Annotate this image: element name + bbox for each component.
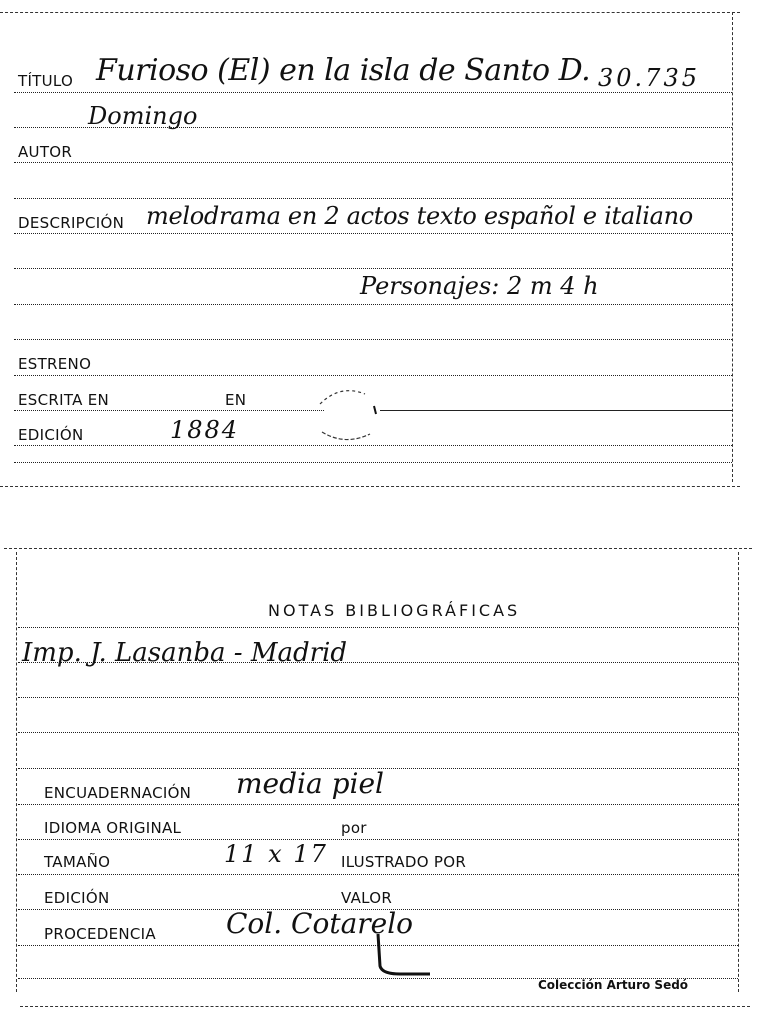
handwritten-binding: media piel xyxy=(236,767,384,800)
label-encuadernacion: ENCUADERNACIÓN xyxy=(44,784,192,802)
handwritten-catalog-number: 30.735 xyxy=(598,64,700,92)
label-edicion: EDICIÓN xyxy=(44,889,110,907)
label-procedencia: PROCEDENCIA xyxy=(44,925,156,943)
label-en: EN xyxy=(225,391,247,409)
card-left-edge xyxy=(16,552,17,992)
handwritten-characters: Personajes: 2 m 4 h xyxy=(360,272,599,300)
label-autor: AUTOR xyxy=(18,143,73,161)
label-descripcion: DESCRIPCIÓN xyxy=(18,214,125,232)
handwritten-provenance: Col. Cotarelo xyxy=(226,907,414,940)
label-tamano: TAMAÑO xyxy=(44,853,111,871)
card-top-edge xyxy=(4,548,752,549)
handwritten-title: Furioso (El) en la isla de Santo D. xyxy=(96,53,591,88)
label-titulo: TÍTULO xyxy=(18,72,74,90)
rule-line xyxy=(18,732,738,733)
handwritten-printer: Imp. J. Lasanba - Madrid xyxy=(22,638,347,668)
label-por: por xyxy=(341,819,367,837)
collection-footer: Colección Arturo Sedó xyxy=(538,978,689,992)
rule-line xyxy=(18,697,738,698)
label-ilustrado-por: ILUSTRADO POR xyxy=(341,853,467,871)
label-idioma-original: IDIOMA ORIGINAL xyxy=(44,819,182,837)
rule-line xyxy=(18,804,738,805)
card-right-edge xyxy=(738,552,739,992)
rule-line xyxy=(18,839,738,840)
handwritten-edition-year: 1884 xyxy=(170,416,240,444)
rule-line xyxy=(18,627,738,628)
rule-line xyxy=(18,874,738,875)
handwritten-author: Domingo xyxy=(88,102,198,130)
ink-hook-mark xyxy=(370,930,440,980)
label-edicion: EDICIÓN xyxy=(18,426,84,444)
notas-bibliograficas-header: NOTAS BIBLIOGRÁFICAS xyxy=(268,601,521,620)
label-escrita-en: ESCRITA EN xyxy=(18,391,110,409)
card-bottom-edge xyxy=(20,1006,750,1007)
handwritten-description: melodrama en 2 actos texto español e italiano xyxy=(146,202,693,230)
handwritten-size: 11 x 17 xyxy=(224,840,328,868)
label-estreno: ESTRENO xyxy=(18,355,92,373)
label-valor: VALOR xyxy=(341,889,393,907)
